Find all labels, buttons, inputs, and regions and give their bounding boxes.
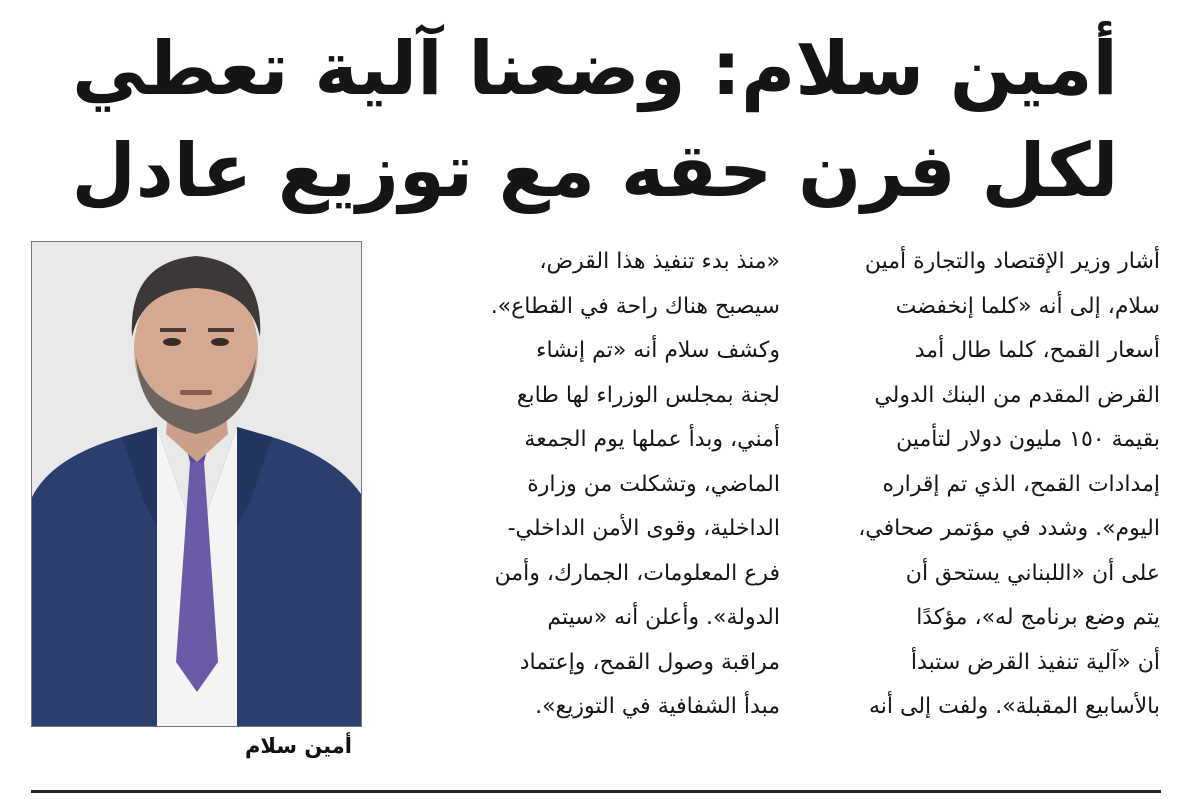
portrait-photo xyxy=(31,241,362,727)
article-line: وكشف سلام أنه «تم إنشاء xyxy=(536,338,780,363)
article-line: اليوم». وشدد في مؤتمر صحافي، xyxy=(858,516,1160,541)
article-line: فرع المعلومات، الجمارك، وأمن xyxy=(494,560,780,586)
article-line: الدولة». وأعلن أنه «سيتم xyxy=(547,605,780,630)
article-line: بقيمة ١٥٠ مليون دولار لتأمين xyxy=(896,427,1160,452)
article-line: أن «آلية تنفيذ القرض ستبدأ xyxy=(910,649,1160,675)
article-line: أمني، وبدأ عملها يوم الجمعة xyxy=(524,427,780,452)
article-line: أسعار القمح، كلما طال أمد xyxy=(914,338,1160,363)
headline xyxy=(40,18,1150,222)
headline-line-1: أمين سلام: وضعنا آلية تعطي xyxy=(72,26,1118,112)
article-line: القرض المقدم من البنك الدولي xyxy=(874,382,1160,408)
article-line: سلام، إلى أنه «كلما إنخفضت xyxy=(895,293,1160,319)
headline-line-2: لكل فرن حقه مع توزيع عادل xyxy=(71,128,1119,214)
article-line: مبدأ الشفافية في التوزيع». xyxy=(535,694,780,719)
article-column-right xyxy=(802,240,1160,730)
article-line: إمدادات القمح، الذي تم إقراره xyxy=(882,471,1160,497)
bottom-divider xyxy=(31,790,1161,793)
article-line: «منذ بدء تنفيذ هذا القرض، xyxy=(539,249,780,274)
article-line: على أن «اللبناني يستحق أن xyxy=(905,560,1160,586)
article-line: يتم وضع برنامج له»، مؤكدًا xyxy=(916,605,1160,630)
portrait-illustration xyxy=(32,242,362,727)
article-line: مراقبة وصول القمح، وإعتماد xyxy=(519,649,780,675)
article-line: الماضي، وتشكلت من وزارة xyxy=(527,471,780,497)
article-line: الداخلية، وقوى الأمن الداخلي- xyxy=(507,516,780,541)
photo-caption: أمين سلام xyxy=(245,734,352,758)
article-line: لجنة بمجلس الوزراء لها طابع xyxy=(516,382,780,408)
article-line: بالأسابيع المقبلة». ولفت إلى أنه xyxy=(868,694,1160,719)
article-column-middle xyxy=(418,240,780,730)
article-line: سيصبح هناك راحة في القطاع». xyxy=(490,293,780,319)
article-line: أشار وزير الإقتصاد والتجارة أمين xyxy=(864,249,1160,274)
